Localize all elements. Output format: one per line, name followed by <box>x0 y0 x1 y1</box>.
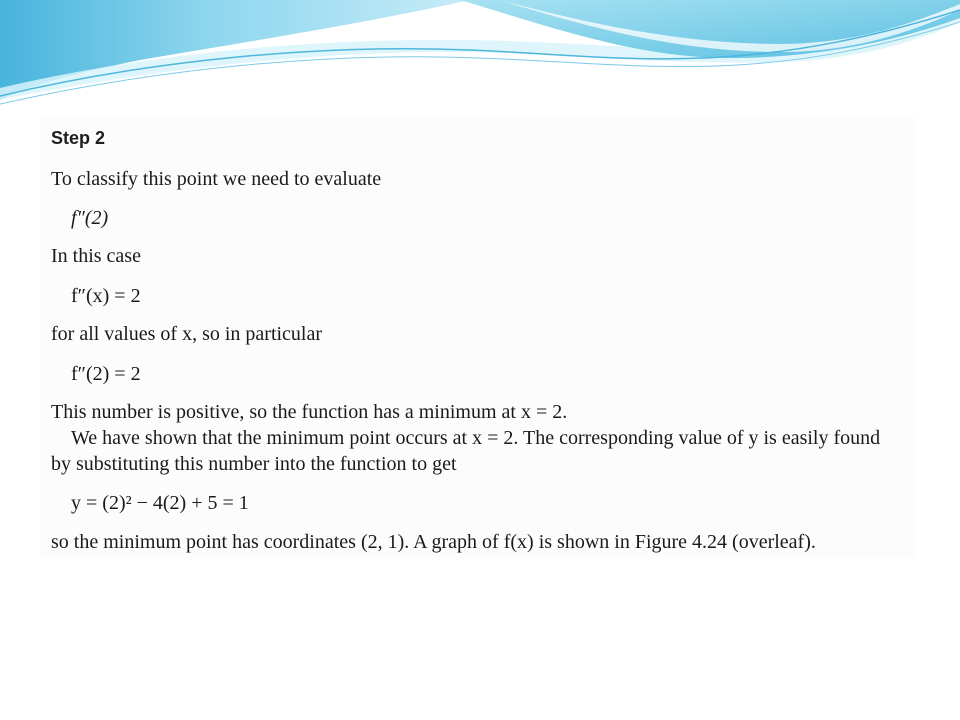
paragraph-line-2: by substituting this number into the function to get <box>51 453 457 475</box>
equation-f-double-prime-2-result: f″(2) = 2 <box>71 363 141 385</box>
decorative-wave-header <box>0 0 960 110</box>
step-heading: Step 2 <box>51 128 106 148</box>
paragraph-line-1: We have shown that the minimum point occurs at x = 2. The corresponding value of y is easily found <box>71 427 881 449</box>
equation-f-double-prime-x: f″(x) = 2 <box>71 285 141 307</box>
conclusion-line: so the minimum point has coordinates (2, 1). A graph of f(x) is shown in Figure 4.24 (overleaf). <box>51 531 816 553</box>
in-this-case-line: In this case <box>51 245 141 267</box>
textbook-excerpt <box>40 118 916 558</box>
equation-text: f″(2) <box>71 207 109 229</box>
equation-y-value: y = (2)² − 4(2) + 5 = 1 <box>71 492 249 514</box>
positive-line: This number is positive, so the function has a minimum at x = 2. <box>51 401 568 423</box>
intro-line: To classify this point we need to evaluate <box>51 168 382 190</box>
all-values-line: for all values of x, so in particular <box>51 323 323 345</box>
equation-f-double-prime-2 <box>71 206 108 230</box>
